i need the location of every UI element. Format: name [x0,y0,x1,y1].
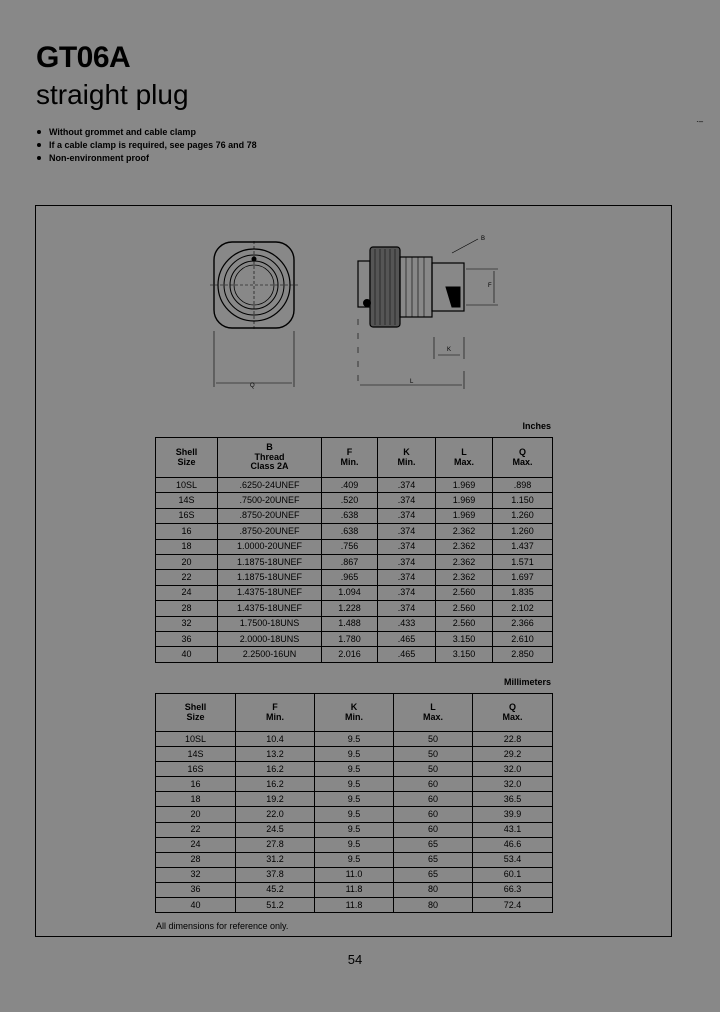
table-cell: 1.969 [436,508,493,523]
table-cell: 60.1 [473,867,553,882]
k-label: K [447,347,452,353]
table-cell: 60 [394,777,473,792]
col-k-min: K Min. [315,694,394,732]
table-cell: .374 [378,570,436,585]
l-label: L [410,379,414,385]
table-cell: .409 [322,478,378,493]
table-cell: 9.5 [315,777,394,792]
table-cell: 16 [156,524,218,539]
table-cell: 11.0 [315,867,394,882]
table-cell: .7500-20UNEF [218,493,322,508]
table-cell: 2.850 [493,647,553,662]
table-cell: 9.5 [315,792,394,807]
corner-mark: ·– [696,117,704,126]
table-row [156,554,553,569]
table-row [156,822,553,837]
col-shell-size: Shell Size [156,438,218,478]
table-cell: .374 [378,524,436,539]
feature-item: If a cable clamp is required, see pages 76 and 78 [36,139,257,152]
table-cell: 32.0 [473,777,553,792]
table-cell: .756 [322,539,378,554]
side-lock-screw [364,300,371,307]
table-row [156,762,553,777]
table-cell: .6250-24UNEF [218,478,322,493]
table-cell: 16S [156,508,218,523]
col-l-max: L Max. [394,694,473,732]
side-view [358,239,498,389]
table-cell: 27.8 [236,837,315,852]
table-cell: 1.094 [322,585,378,600]
table-cell: 19.2 [236,792,315,807]
table-cell: 66.3 [473,882,553,897]
table-cell: 32 [156,616,218,631]
table-cell: .374 [378,508,436,523]
table-cell: 24 [156,837,236,852]
table-cell: 45.2 [236,882,315,897]
footnote: All dimensions for reference only. [156,921,289,931]
table-row [156,631,553,646]
table-row [156,539,553,554]
table-cell: .520 [322,493,378,508]
table-cell: 37.8 [236,867,315,882]
table-cell: .374 [378,554,436,569]
table-cell: .374 [378,478,436,493]
table-cell: 16S [156,762,236,777]
table-row [156,616,553,631]
feature-item: Non-environment proof [36,152,257,165]
table-cell: 1.437 [493,539,553,554]
table-cell: 11.8 [315,882,394,897]
table-cell: 2.362 [436,554,493,569]
table-row [156,747,553,762]
table-cell: 28 [156,601,218,616]
table-cell: 10SL [156,478,218,493]
table-cell: .374 [378,601,436,616]
table-cell: 20 [156,807,236,822]
inches-unit-label: Inches [522,421,551,431]
table-cell: 1.260 [493,508,553,523]
table-header-row [156,438,553,478]
table-cell: 11.8 [315,898,394,913]
table-cell: 14S [156,493,218,508]
table-row [156,601,553,616]
table-cell: 60 [394,792,473,807]
table-cell: 1.7500-18UNS [218,616,322,631]
table-cell: 80 [394,898,473,913]
table-cell: 9.5 [315,732,394,747]
col-thread: B Thread Class 2A [218,438,322,478]
table-cell: 1.1875-18UNEF [218,554,322,569]
table-cell: 3.150 [436,631,493,646]
b-leader [452,239,478,253]
table-cell: 2.560 [436,616,493,631]
table-cell: 50 [394,747,473,762]
table-cell: 1.4375-18UNEF [218,601,322,616]
table-cell: 1.4375-18UNEF [218,585,322,600]
table-cell: 2.366 [493,616,553,631]
table-cell: .374 [378,585,436,600]
table-cell: 39.9 [473,807,553,822]
table-row [156,478,553,493]
table-cell: 24 [156,585,218,600]
table-cell: 29.2 [473,747,553,762]
front-view [210,241,298,387]
millimeters-dimension-table [155,693,553,913]
table-cell: 24.5 [236,822,315,837]
page-subtitle: straight plug [36,79,189,110]
table-cell: 2.362 [436,539,493,554]
table-cell: 2.362 [436,524,493,539]
table-cell: 10SL [156,732,236,747]
col-q-max: Q Max. [473,694,553,732]
table-cell: 1.488 [322,616,378,631]
table-cell: 2.102 [493,601,553,616]
side-body [400,257,432,317]
table-cell: 36.5 [473,792,553,807]
table-cell: 1.228 [322,601,378,616]
table-cell: .374 [378,539,436,554]
table-cell: .898 [493,478,553,493]
page-number: 54 [347,952,363,967]
table-row [156,570,553,585]
table-cell: 51.2 [236,898,315,913]
table-row [156,732,553,747]
table-cell: 1.969 [436,493,493,508]
table-cell: .638 [322,524,378,539]
table-cell: 28 [156,852,236,867]
col-f-min: F Min. [236,694,315,732]
table-cell: 22 [156,570,218,585]
table-cell: 32 [156,867,236,882]
table-row [156,807,553,822]
table-cell: 9.5 [315,747,394,762]
col-k-min: K Min. [378,438,436,478]
table-cell: 32.0 [473,762,553,777]
table-cell: 9.5 [315,822,394,837]
table-cell: 2.560 [436,601,493,616]
table-row [156,792,553,807]
table-cell: 16.2 [236,777,315,792]
table-cell: 2.0000-18UNS [218,631,322,646]
table-cell: 3.150 [436,647,493,662]
table-row [156,777,553,792]
table-row [156,852,553,867]
table-cell: 1.571 [493,554,553,569]
table-cell: 9.5 [315,762,394,777]
col-shell-size: Shell Size [156,694,236,732]
table-cell: 10.4 [236,732,315,747]
table-row [156,585,553,600]
table-row [156,508,553,523]
table-row [156,898,553,913]
side-thread-detail [446,287,460,307]
feature-item: Without grommet and cable clamp [36,126,257,139]
table-cell: 65 [394,837,473,852]
table-cell: 1.969 [436,478,493,493]
table-cell: 16 [156,777,236,792]
table-cell: 60 [394,822,473,837]
table-cell: 2.610 [493,631,553,646]
table-cell: 1.1875-18UNEF [218,570,322,585]
table-cell: .867 [322,554,378,569]
table-row [156,647,553,662]
table-row [156,867,553,882]
table-cell: 36 [156,882,236,897]
table-cell: 1.150 [493,493,553,508]
table-cell: .965 [322,570,378,585]
table-cell: 1.835 [493,585,553,600]
table-cell: 13.2 [236,747,315,762]
table-cell: 22.8 [473,732,553,747]
table-cell: 40 [156,898,236,913]
table-cell: 18 [156,539,218,554]
table-cell: 20 [156,554,218,569]
table-cell: .8750-20UNEF [218,508,322,523]
table-cell: 2.2500-16UN [218,647,322,662]
table-cell: 36 [156,631,218,646]
table-cell: 18 [156,792,236,807]
table-cell: 72.4 [473,898,553,913]
f-label: F [488,283,492,289]
table-cell: 2.560 [436,585,493,600]
col-l-max: L Max. [436,438,493,478]
table-cell: 50 [394,732,473,747]
table-cell: 31.2 [236,852,315,867]
table-cell: 53.4 [473,852,553,867]
table-cell: 1.260 [493,524,553,539]
table-cell: .638 [322,508,378,523]
table-cell: 16.2 [236,762,315,777]
table-cell: 1.780 [322,631,378,646]
b-label: B [481,236,486,242]
millimeters-unit-label: Millimeters [503,677,551,687]
table-cell: 22.0 [236,807,315,822]
table-cell: 65 [394,867,473,882]
table-row [156,882,553,897]
table-cell: 2.016 [322,647,378,662]
table-cell: 40 [156,647,218,662]
page-title: GT06A [36,41,131,74]
table-cell: 46.6 [473,837,553,852]
table-cell: 80 [394,882,473,897]
table-cell: .374 [378,493,436,508]
inches-dimension-table [155,437,553,663]
table-row [156,493,553,508]
table-cell: 14S [156,747,236,762]
table-cell: 9.5 [315,852,394,867]
q-label: Q [250,383,255,389]
table-cell: 9.5 [315,807,394,822]
col-q-max: Q Max. [493,438,553,478]
table-cell: .465 [378,647,436,662]
front-key [252,257,256,261]
col-f-min: F Min. [322,438,378,478]
table-cell: 1.697 [493,570,553,585]
feature-list [36,126,257,165]
table-cell: 9.5 [315,837,394,852]
table-header-row [156,694,553,732]
table-cell: 65 [394,852,473,867]
table-row [156,837,553,852]
table-cell: 50 [394,762,473,777]
table-cell: 22 [156,822,236,837]
plug-drawing [190,225,490,395]
table-cell: .8750-20UNEF [218,524,322,539]
table-cell: 1.0000-20UNEF [218,539,322,554]
table-cell: 43.1 [473,822,553,837]
table-cell: 60 [394,807,473,822]
table-cell: .465 [378,631,436,646]
table-cell: 2.362 [436,570,493,585]
table-cell: .433 [378,616,436,631]
table-row [156,524,553,539]
